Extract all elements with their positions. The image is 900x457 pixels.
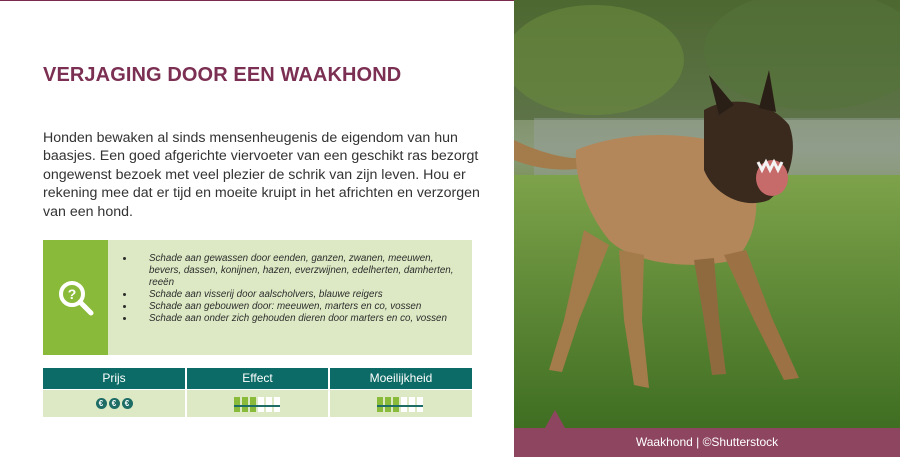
meter-base [234,405,280,407]
effect-cell [187,390,328,417]
intro-paragraph: Honden bewaken al sinds mensenheugenis de eigendom van hun baasjes. Een goed afgerichte viervoeter van een geschikt ras bezorgt ongewenst bezoek met veel plezier de schrik van zijn leven. Hou er rekening mee dat er tijd en moeite kruipt in het africhten en verzorgen van een hond. [43,130,480,220]
rating-table [43,368,472,418]
difficulty-meter [377,395,425,412]
magnifier-icon [43,240,108,355]
list-item: • Schade aan onder zich gehouden dieren door marters en co, vossen [135,313,455,325]
caption-notch [545,410,565,428]
meter-base [377,405,423,407]
list-item: • Schade aan visserij door aalscholvers, blauwe reigers [135,289,455,301]
list-item: • Schade aan gebouwen door: meeuwen, marters en co, vossen [135,301,455,313]
price-cell [43,390,185,417]
dog-photo [514,0,900,428]
photo-caption: Waakhond | ©Shutterstock [514,428,900,457]
info-box [43,240,472,355]
effect-meter [234,395,282,412]
euro-icon: € [96,398,107,409]
page-title: VERJAGING DOOR EEN WAAKHOND [43,64,402,86]
damage-list [135,253,455,324]
euro-icon: € [109,398,120,409]
header-price: Prijs [43,368,185,389]
top-divider [0,0,514,1]
difficulty-cell [330,390,472,417]
header-effect: Effect [187,368,328,389]
svg-text:?: ? [67,285,76,302]
list-item: • Schade aan gewassen door eenden, ganzen, zwanen, meeuwen, bevers, dassen, konijnen, hazen, everzwijnen, edelherten, damherten, reeën [135,253,455,289]
header-difficulty: Moeilijkheid [330,368,472,389]
euro-icon: € [122,398,133,409]
